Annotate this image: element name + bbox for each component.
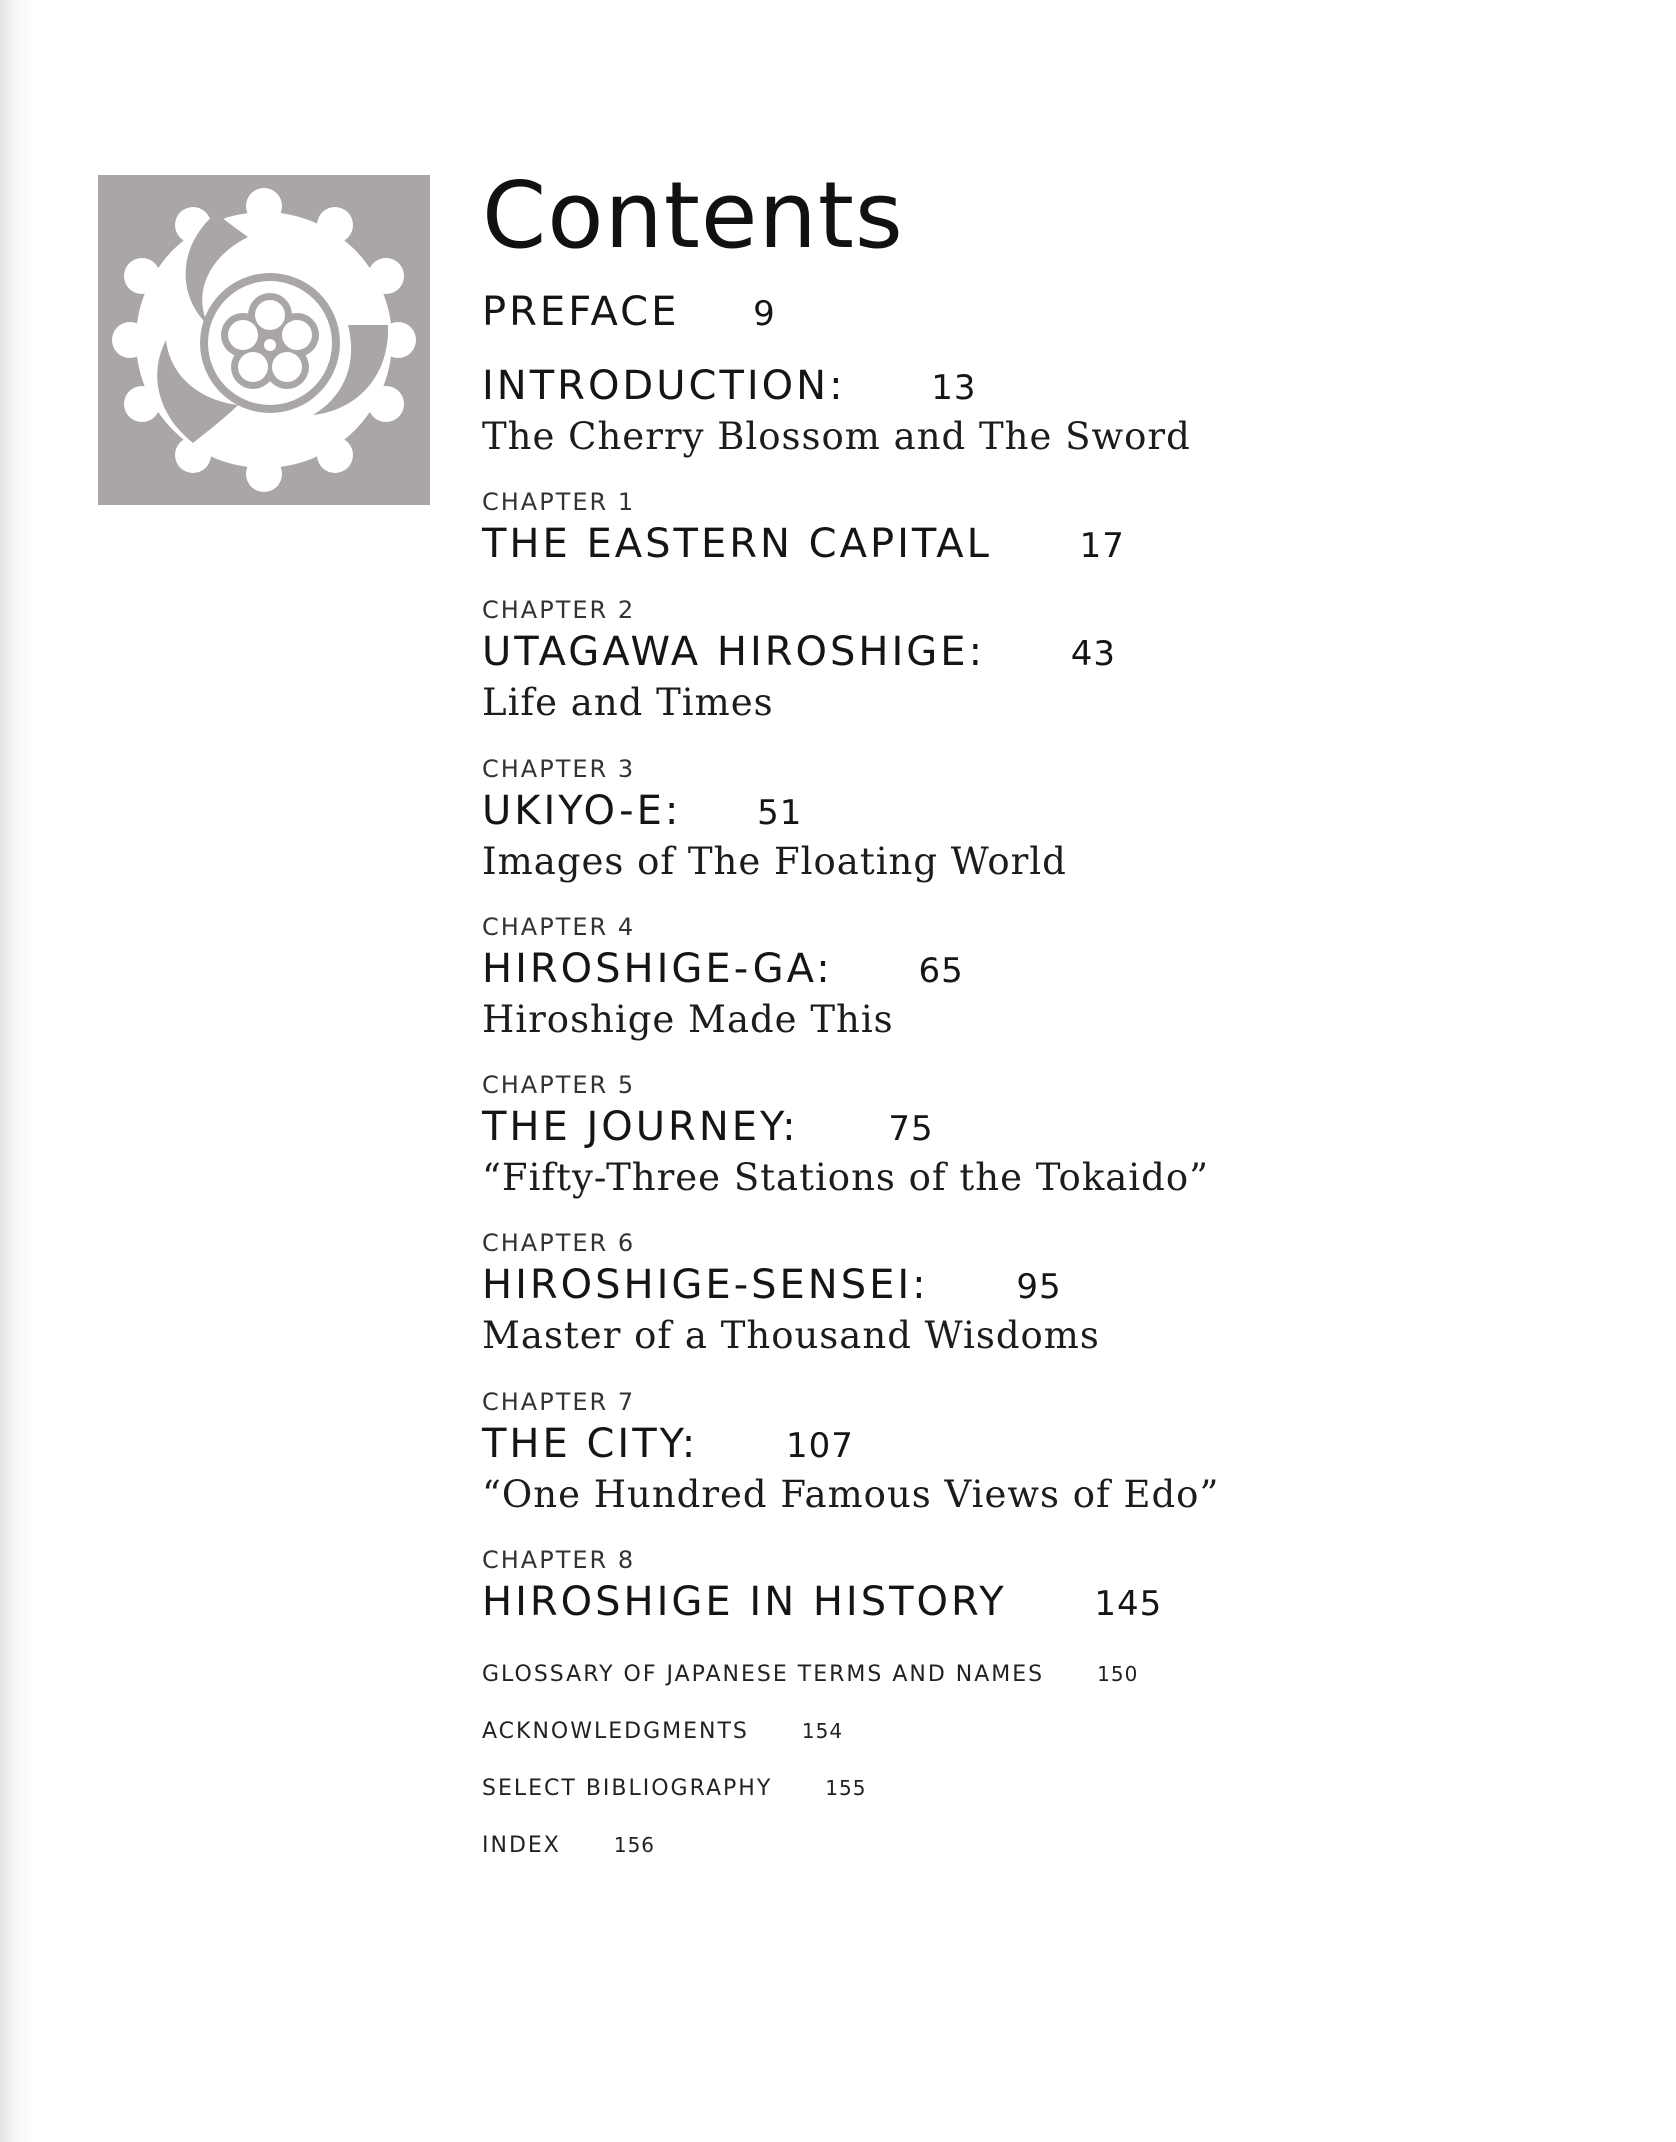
- entry-title: INTRODUCTION:: [482, 363, 846, 409]
- toc-entry-chapter-4: [482, 913, 1482, 1043]
- toc-entry-chapter-2: [482, 596, 1482, 726]
- toc-entry-chapter-5: [482, 1071, 1482, 1201]
- mon-crest-icon: [98, 175, 430, 505]
- entry-page-number: 150: [1097, 1661, 1139, 1686]
- entry-page-number: 107: [785, 1425, 854, 1466]
- page-title: Contents: [482, 162, 904, 269]
- entry-subtitle: Hiroshige Made This: [482, 997, 894, 1041]
- toc-entry-bibliography: [482, 1776, 1482, 1801]
- entry-page-number: 155: [825, 1775, 867, 1800]
- toc-entry-acknowledgments: [482, 1719, 1482, 1744]
- entry-subtitle: Images of The Floating World: [482, 839, 1067, 883]
- entry-page-number: 65: [918, 950, 964, 991]
- entry-page-number: 156: [613, 1832, 656, 1857]
- entry-subtitle: The Cherry Blossom and The Sword: [482, 415, 1191, 458]
- entry-title: HIROSHIGE-SENSEI:: [482, 1262, 929, 1309]
- entry-subtitle: “Fifty-Three Stations of the Tokaido”: [482, 1156, 1210, 1199]
- entry-page-number: 43: [1070, 634, 1117, 675]
- entry-subtitle: Life and Times: [482, 681, 774, 725]
- entry-title: GLOSSARY OF JAPANESE TERMS AND NAMES: [482, 1661, 1045, 1687]
- entry-page-number: 145: [1094, 1583, 1163, 1624]
- entry-title: UTAGAWA HIROSHIGE:: [482, 629, 986, 676]
- toc-entry-chapter-3: [482, 755, 1482, 885]
- entry-page-number: 17: [1079, 526, 1125, 567]
- toc-entry-chapter-7: [482, 1388, 1482, 1518]
- entry-title: HIROSHIGE-GA:: [482, 945, 833, 992]
- entry-page-number: 154: [801, 1718, 844, 1743]
- chapter-label: CHAPTER 6: [482, 1229, 636, 1258]
- entry-page-number: 13: [931, 368, 977, 408]
- table-of-contents: [482, 162, 1482, 1858]
- chapter-label: CHAPTER 4: [482, 912, 636, 941]
- entry-title: THE JOURNEY:: [482, 1104, 799, 1150]
- toc-entry-index: [482, 1833, 1482, 1858]
- chapter-label: CHAPTER 1: [482, 488, 636, 517]
- entry-title: THE CITY:: [482, 1420, 699, 1467]
- toc-entry-chapter-8: [482, 1546, 1482, 1624]
- toc-entry-chapter-1: [482, 488, 1482, 566]
- toc-entry-introduction: [482, 364, 1482, 460]
- entry-title: ACKNOWLEDGMENTS: [482, 1718, 749, 1744]
- entry-title: INDEX: [482, 1832, 561, 1858]
- chapter-label: CHAPTER 2: [482, 596, 636, 625]
- entry-title: UKIYO-E:: [482, 787, 682, 834]
- entry-title: PREFACE: [482, 289, 680, 335]
- chapter-label: CHAPTER 7: [482, 1387, 636, 1416]
- entry-title: SELECT BIBLIOGRAPHY: [482, 1775, 773, 1801]
- entry-page-number: 75: [888, 1109, 934, 1149]
- toc-entry-preface: [482, 290, 1482, 334]
- entry-page-number: 95: [1016, 1267, 1062, 1308]
- entry-title: THE EASTERN CAPITAL: [482, 521, 992, 568]
- chapter-label: CHAPTER 3: [482, 754, 636, 783]
- entry-subtitle: Master of a Thousand Wisdoms: [482, 1314, 1100, 1358]
- entry-title: HIROSHIGE IN HISTORY: [482, 1578, 1007, 1625]
- entry-subtitle: “One Hundred Famous Views of Edo”: [482, 1472, 1220, 1516]
- toc-entry-glossary: [482, 1662, 1482, 1687]
- entry-page-number: 9: [753, 294, 776, 334]
- chapter-label: CHAPTER 8: [482, 1545, 636, 1574]
- chapter-label: CHAPTER 5: [482, 1071, 636, 1099]
- toc-entry-chapter-6: [482, 1229, 1482, 1359]
- entry-page-number: 51: [757, 792, 803, 833]
